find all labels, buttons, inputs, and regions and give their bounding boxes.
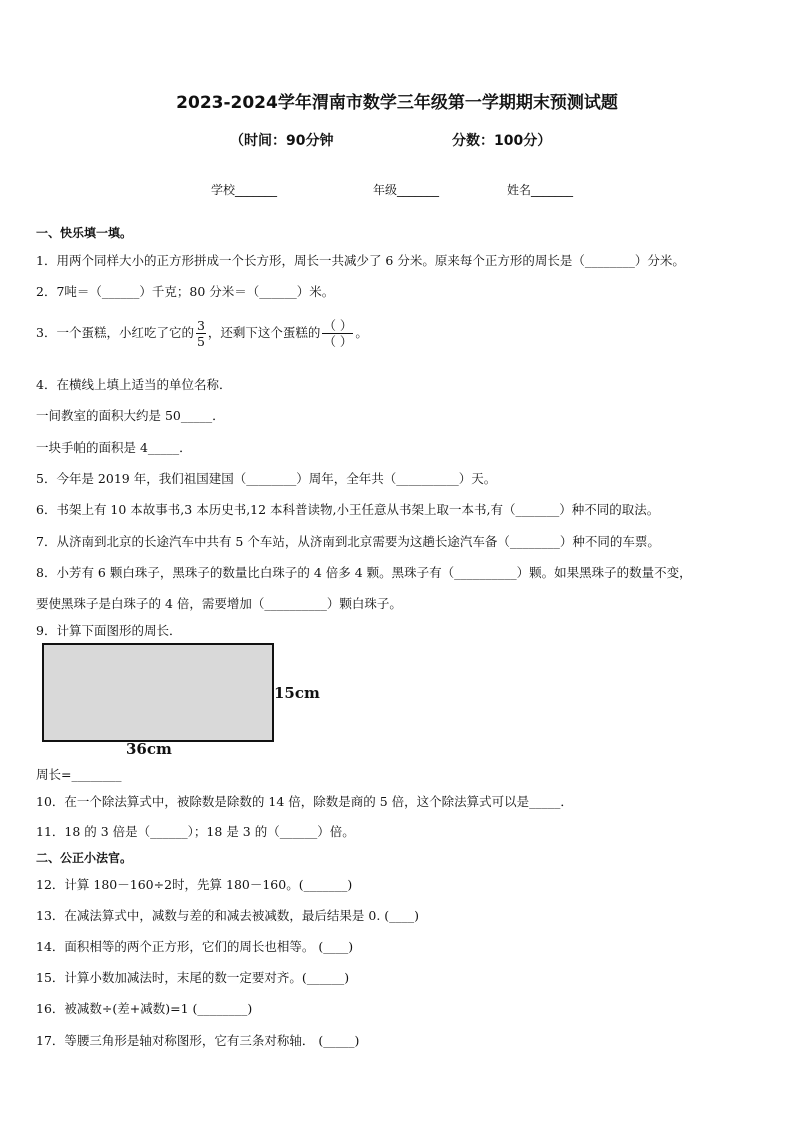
height-label: 15cm bbox=[274, 684, 320, 702]
exam-time: （时间：90分钟 bbox=[230, 133, 334, 149]
grade-field: 年级_______ bbox=[373, 183, 440, 197]
question-12: 12．计算 180－160÷2时，先算 180－160。(_______) bbox=[36, 877, 353, 892]
page-title: 2023-2024学年渭南市数学三年级第一学期期末预测试题 bbox=[176, 93, 618, 113]
question-5: 5．今年是 2019 年，我们祖国建国（________）周年，全年共（__________）天。 bbox=[36, 471, 497, 486]
question-16: 16．被减数÷(差+减数)=1 (________) bbox=[36, 1001, 253, 1016]
question-3-text: ，还剩下这个蛋糕的 bbox=[207, 325, 321, 340]
fraction-blank-denominator: （ ） bbox=[323, 334, 353, 349]
question-4: 4．在横线上填上适当的单位名称． bbox=[36, 377, 232, 392]
question-7: 7．从济南到北京的长途汽车中共有 5 个车站，从济南到北京需要为这趟长途汽车备（________）种不同的车票。 bbox=[36, 534, 660, 549]
question-4-line: 一块手帕的面积是 4_____． bbox=[36, 440, 192, 455]
fraction-denominator: 5 bbox=[196, 334, 205, 349]
perimeter-answer: 周长=________ bbox=[36, 767, 122, 782]
question-15: 15．计算小数加减法时，末尾的数一定要对齐。(______) bbox=[36, 970, 350, 985]
question-2: 2．7吨＝（______）千克；80 分米＝（______）米。 bbox=[36, 284, 335, 299]
question-8-line: 要使黑珠子是白珠子的 4 倍，需要增加（__________）颗白珠子。 bbox=[36, 596, 402, 611]
question-9: 9．计算下面图形的周长． bbox=[36, 623, 182, 638]
question-3-text: 。 bbox=[355, 325, 368, 340]
rectangle-figure bbox=[42, 643, 274, 742]
question-4-line: 一间教室的面积大约是 50_____． bbox=[36, 408, 225, 423]
fraction bbox=[196, 318, 206, 349]
question-14: 14．面积相等的两个正方形，它们的周长也相等。 (____) bbox=[36, 939, 354, 954]
fraction-numerator: 3 bbox=[196, 318, 205, 333]
question-11: 11．18 的 3 倍是（______）；18 是 3 的（______）倍。 bbox=[36, 824, 355, 839]
school-field: 学校_______ bbox=[211, 183, 278, 197]
section-heading: 一、快乐填一填。 bbox=[36, 226, 133, 240]
question-17: 17．等腰三角形是轴对称图形，它有三条对称轴． (_____) bbox=[36, 1033, 360, 1048]
exam-score: 分数：100分） bbox=[452, 133, 552, 149]
width-label: 36cm bbox=[126, 740, 172, 758]
answer-fraction bbox=[322, 318, 353, 349]
question-13: 13．在减法算式中，减数与差的和减去被减数，最后结果是 0. (____) bbox=[36, 908, 420, 923]
name-field: 姓名_______ bbox=[507, 183, 574, 197]
question-1: 1．用两个同样大小的正方形拼成一个长方形，周长一共减少了 6 分米。原来每个正方形的周长是（________）分米。 bbox=[36, 253, 685, 268]
question-10: 10．在一个除法算式中，被除数是除数的 14 倍，除数是商的 5 倍，这个除法算式可以是_____． bbox=[36, 794, 573, 809]
question-8: 8．小芳有 6 颗白珠子，黑珠子的数量比白珠子的 4 倍多 4 颗。黑珠子有（__________）颗。如果黑珠子的数量不变， bbox=[36, 565, 692, 580]
section-heading: 二、公正小法官。 bbox=[36, 851, 133, 865]
question-6: 6．书架上有 10 本故事书,3 本历史书,12 本科普读物,小王任意从书架上取一本书,有（_______）种不同的取法。 bbox=[36, 502, 660, 517]
fraction-blank-numerator: （ ） bbox=[323, 318, 353, 333]
question-3 bbox=[36, 318, 368, 349]
question-3-text: 3．一个蛋糕，小红吃了它的 bbox=[36, 325, 194, 340]
